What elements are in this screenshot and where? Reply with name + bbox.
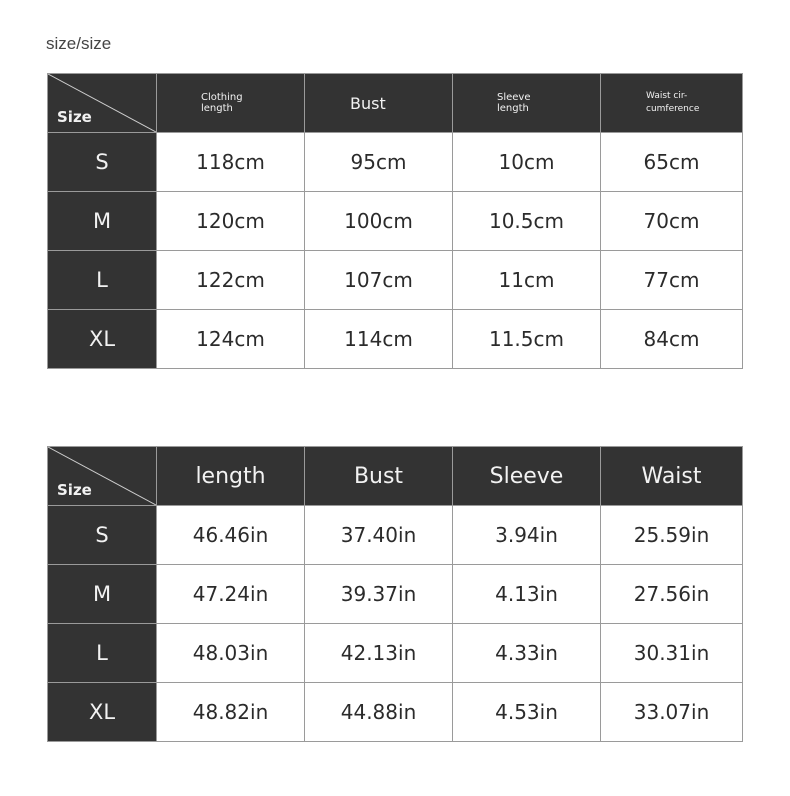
value-cell: 44.88in [305, 683, 453, 742]
value-cell: 70cm [601, 192, 743, 251]
value-cell: 124cm [157, 310, 305, 369]
column-header-waist-circumference [601, 74, 743, 133]
size-cell: L [48, 624, 157, 683]
value-cell: 3.94in [453, 506, 601, 565]
column-header-waist: Waist [601, 447, 743, 506]
value-cell: 65cm [601, 133, 743, 192]
value-cell: 4.53in [453, 683, 601, 742]
value-cell: 100cm [305, 192, 453, 251]
value-cell: 39.37in [305, 565, 453, 624]
header-line: cumference [646, 104, 700, 114]
column-header-bust: Bust [305, 447, 453, 506]
value-cell: 4.13in [453, 565, 601, 624]
corner-cell [48, 447, 157, 506]
value-cell: 77cm [601, 251, 743, 310]
header-line: Clothing [201, 92, 243, 103]
column-header-bust [305, 74, 453, 133]
value-cell: 95cm [305, 133, 453, 192]
table-row [48, 683, 743, 742]
value-cell: 118cm [157, 133, 305, 192]
value-cell: 33.07in [601, 683, 743, 742]
size-cell: M [48, 192, 157, 251]
header-line: Sleeve [497, 92, 531, 103]
value-cell: 4.33in [453, 624, 601, 683]
size-cell: S [48, 506, 157, 565]
size-cell: S [48, 133, 157, 192]
corner-cell [48, 74, 157, 133]
page-title: size/size [46, 34, 112, 53]
size-cell: XL [48, 683, 157, 742]
value-cell: 46.46in [157, 506, 305, 565]
column-header-clothing-length [157, 74, 305, 133]
corner-label: Size [57, 481, 92, 499]
table-row [48, 133, 743, 192]
value-cell: 10.5cm [453, 192, 601, 251]
size-cell: M [48, 565, 157, 624]
value-cell: 10cm [453, 133, 601, 192]
value-cell: 48.82in [157, 683, 305, 742]
value-cell: 27.56in [601, 565, 743, 624]
value-cell: 47.24in [157, 565, 305, 624]
value-cell: 30.31in [601, 624, 743, 683]
table-row [48, 310, 743, 369]
value-cell: 48.03in [157, 624, 305, 683]
size-table-cm [47, 73, 743, 369]
table-row [48, 506, 743, 565]
header-line: Waist cir- [646, 91, 688, 101]
header-line: length [201, 103, 233, 114]
size-cell: L [48, 251, 157, 310]
value-cell: 37.40in [305, 506, 453, 565]
table-row [48, 624, 743, 683]
header-line: length [497, 103, 529, 114]
table-header-row [48, 447, 743, 506]
size-cell: XL [48, 310, 157, 369]
value-cell: 11cm [453, 251, 601, 310]
value-cell: 114cm [305, 310, 453, 369]
value-cell: 11.5cm [453, 310, 601, 369]
value-cell: 120cm [157, 192, 305, 251]
header-line: Bust [350, 93, 386, 113]
table-row [48, 565, 743, 624]
size-table-in [47, 446, 743, 742]
column-header-sleeve: Sleeve [453, 447, 601, 506]
value-cell: 84cm [601, 310, 743, 369]
corner-label: Size [57, 108, 92, 126]
column-header-length: length [157, 447, 305, 506]
table-row [48, 251, 743, 310]
value-cell: 107cm [305, 251, 453, 310]
table-header-row [48, 74, 743, 133]
value-cell: 25.59in [601, 506, 743, 565]
table-row [48, 192, 743, 251]
value-cell: 122cm [157, 251, 305, 310]
value-cell: 42.13in [305, 624, 453, 683]
column-header-sleeve-length [453, 74, 601, 133]
